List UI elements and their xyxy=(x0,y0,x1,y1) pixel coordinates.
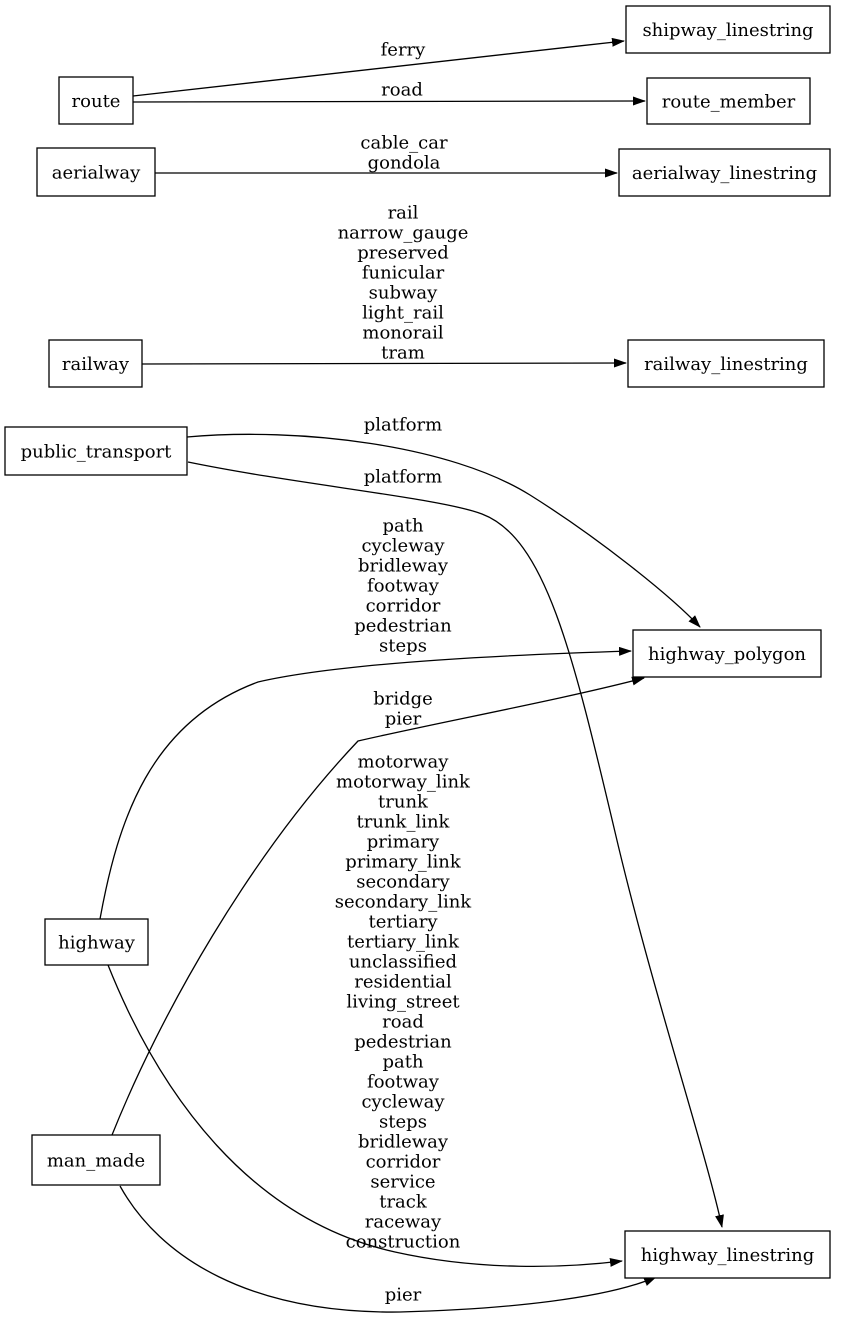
edge-label: road xyxy=(382,1011,424,1033)
edge-label: pier xyxy=(384,708,422,730)
edge-label: motorway_link xyxy=(336,771,470,793)
node-label: railway_linestring xyxy=(644,354,808,375)
node-label: highway_polygon xyxy=(647,644,807,665)
edge-label: secondary_link xyxy=(334,891,472,913)
edge-label: footway xyxy=(367,1071,439,1093)
node-shipway_linestring xyxy=(626,6,830,53)
edge-label: corridor xyxy=(365,1151,441,1173)
edge-label: bridge xyxy=(373,688,433,710)
node-aerialway_linestring xyxy=(619,149,830,196)
node-label: route_member xyxy=(661,91,796,113)
edge-label: corridor xyxy=(365,595,441,617)
node-label: highway xyxy=(58,932,135,954)
edge-label: living_street xyxy=(346,991,460,1013)
edge-label: pedestrian xyxy=(354,1031,452,1053)
edge-label: primary_link xyxy=(345,851,461,873)
node-railway_linestring xyxy=(628,340,824,387)
edge-label: rail xyxy=(387,202,419,224)
edge-label: footway xyxy=(367,575,439,597)
edge-label: tram xyxy=(381,342,425,364)
node-label: route xyxy=(71,91,121,112)
edge-route-to-shipway_linestring xyxy=(133,41,624,96)
node-label: highway_linestring xyxy=(640,1245,815,1266)
edge-label: platform xyxy=(363,414,443,436)
edge-label: bridleway xyxy=(357,1131,449,1153)
edge-label: unclassified xyxy=(348,951,458,973)
edge-label: primary xyxy=(366,831,440,853)
edge-label: narrow_gauge xyxy=(337,222,469,244)
edge-label: platform xyxy=(363,466,443,488)
edge-label: secondary xyxy=(356,871,450,893)
edge-public_transport-to-highway_linestring xyxy=(188,462,722,1227)
edge-label: service xyxy=(370,1171,436,1193)
edge-labels-layer xyxy=(335,40,473,1306)
edge-label: residential xyxy=(354,971,452,993)
edge-label: tertiary xyxy=(368,911,438,933)
edge-label: cycleway xyxy=(361,535,445,557)
node-highway_linestring xyxy=(625,1231,830,1278)
edge-label: light_rail xyxy=(362,302,444,324)
node-label: shipway_linestring xyxy=(642,20,814,41)
edge-label: trunk_link xyxy=(356,811,450,833)
node-label: aerialway xyxy=(51,162,141,184)
edge-label: road xyxy=(381,79,423,101)
edge-label: pier xyxy=(384,1284,422,1306)
node-label: public_transport xyxy=(20,441,172,463)
node-route xyxy=(59,77,133,124)
edge-label: funicular xyxy=(361,262,445,284)
edge-label: subway xyxy=(368,282,438,304)
edge-label: cycleway xyxy=(361,1091,445,1113)
edge-route-to-route_member xyxy=(133,101,645,102)
edge-label: preserved xyxy=(357,242,449,264)
edge-label: motorway xyxy=(357,751,449,773)
edge-label: trunk xyxy=(378,791,428,813)
edge-label: path xyxy=(382,1051,424,1073)
node-label: railway xyxy=(61,354,130,375)
edge-label: bridleway xyxy=(357,555,449,577)
node-aerialway xyxy=(37,148,155,196)
edge-label: raceway xyxy=(364,1211,442,1233)
node-railway xyxy=(49,340,142,387)
edge-label: ferry xyxy=(380,39,426,61)
node-label: man_made xyxy=(46,1150,146,1172)
edge-label: track xyxy=(379,1191,427,1213)
edge-label: gondola xyxy=(367,152,441,174)
edge-label: steps xyxy=(379,1111,427,1133)
node-man_made xyxy=(32,1135,160,1185)
node-route_member xyxy=(647,78,810,124)
edge-label: path xyxy=(382,515,424,537)
edge-public_transport-to-highway_polygon xyxy=(187,434,700,627)
edge-label: tertiary_link xyxy=(347,931,459,953)
node-public_transport xyxy=(5,427,187,475)
node-label: aerialway_linestring xyxy=(631,163,818,184)
edge-label: cable_car xyxy=(360,132,448,154)
edge-label: construction xyxy=(345,1231,461,1253)
edge-label: steps xyxy=(379,635,427,657)
edge-label: pedestrian xyxy=(354,615,452,637)
node-highway xyxy=(45,919,148,965)
node-highway_polygon xyxy=(633,630,821,677)
edge-label: monorail xyxy=(362,322,444,344)
